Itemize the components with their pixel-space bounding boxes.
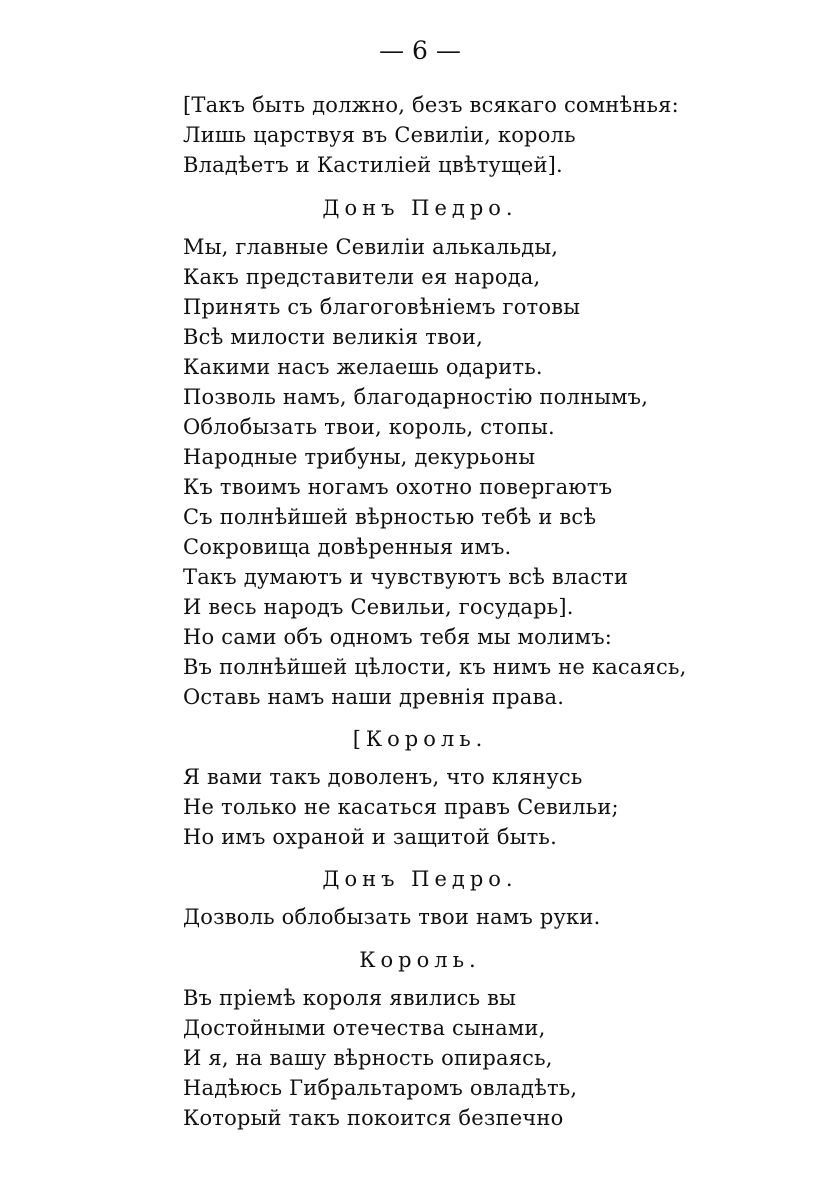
speaker-name: Донъ Педро. [322,867,518,891]
verse-line: Оставь намъ наши древнія права. [183,685,565,709]
verse-line: Но сами объ одномъ тебя мы молимъ: [183,625,613,649]
verse-line: Дозволь облобызать твои намъ руки. [183,905,601,929]
verse-line: Достойными отечества сынами, [183,1016,546,1040]
verse-line: Но имъ охраной и защитой быть. [183,825,557,849]
verse-line: Сокровища довѣренныя имъ. [183,535,512,559]
verse-line: Не только не касаться правъ Севильи; [183,795,619,819]
verse-line: И я, на вашу вѣрность опираясь, [183,1046,553,1070]
verse-line: [Такъ быть должно, безъ всякаго сомнѣнья: [183,93,679,117]
page-number: — 6 — [379,36,461,65]
verse-line: Принять съ благоговѣніемъ готовы [183,295,581,319]
verse-line: Къ твоимъ ногамъ охотно повергаютъ [183,475,613,499]
verse-line: Съ полнѣйшей вѣрностью тебѣ и всѣ [183,505,597,529]
verse-line: Всѣ милости великія твои, [183,325,484,349]
verse-line: Народные трибуны, декурьоны [183,445,536,469]
verse-line: Какими насъ желаешь одарить. [183,355,543,379]
speaker-name: [Король. [352,727,488,751]
verse-line: Я вами такъ доволенъ, что клянусь [183,765,583,789]
speaker-name: Король. [359,948,481,972]
verse-line: Въ полнѣйшей цѣлости, къ нимъ не касаясь, [183,655,687,679]
verse-line: Лишь царствуя въ Севиліи, король [183,123,576,147]
verse-line: И весь народъ Севильи, государь]. [183,595,574,619]
verse-line: Такъ думаютъ и чувствуютъ всѣ власти [183,565,629,589]
verse-line: Который такъ покоится безпечно [183,1106,564,1130]
verse-line: Владѣетъ и Кастиліей цвѣтущей]. [183,153,563,177]
verse-line: Въ пріемѣ короля явились вы [183,986,517,1010]
verse-line: Позволь намъ, благодарностію полнымъ, [183,385,649,409]
verse-line: Облобызать твои, король, стопы. [183,415,555,439]
verse-line: Какъ представители ея народа, [183,265,541,289]
verse-line: Надѣюсь Гибральтаромъ овладѣть, [183,1076,578,1100]
speaker-name: Донъ Педро. [322,196,518,220]
verse-line: Мы, главные Севиліи алькальды, [183,235,559,259]
